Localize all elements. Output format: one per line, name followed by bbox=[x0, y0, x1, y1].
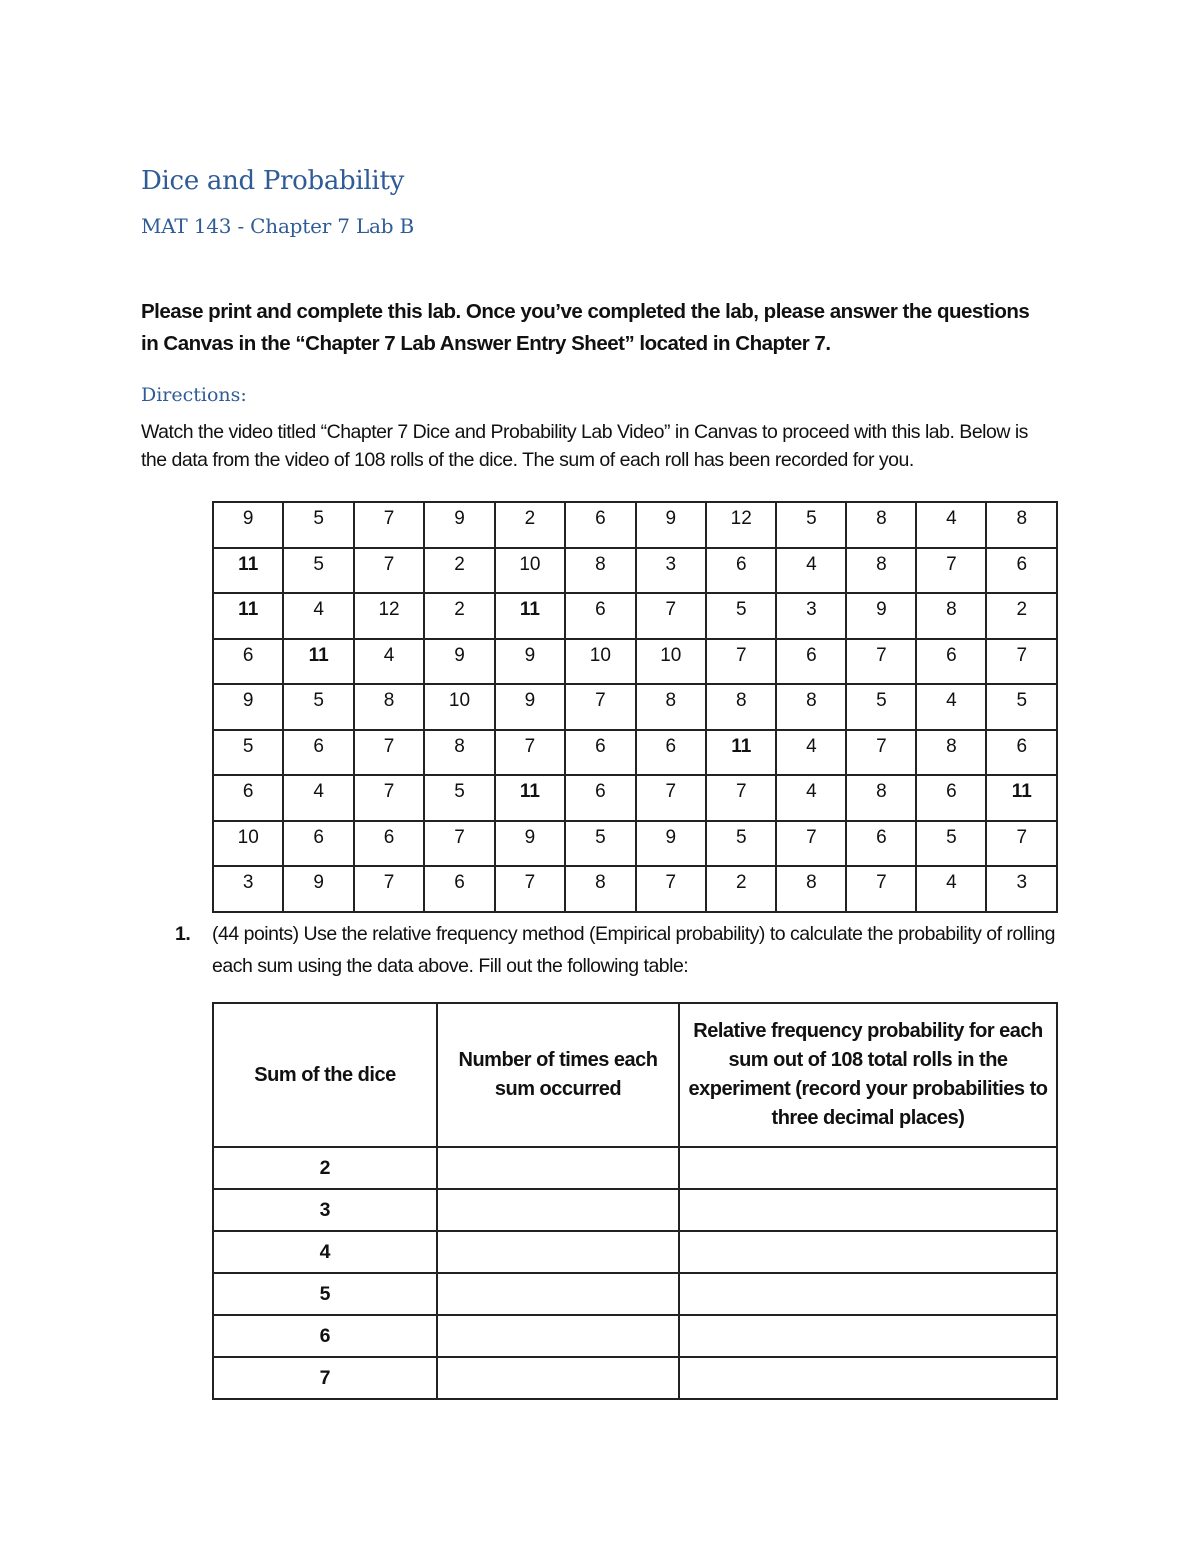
roll-cell: 6 bbox=[986, 730, 1057, 776]
roll-cell: 4 bbox=[916, 684, 986, 730]
roll-cell: 2 bbox=[706, 866, 776, 912]
roll-cell: 5 bbox=[986, 684, 1057, 730]
document-subtitle: MAT 143 - Chapter 7 Lab B bbox=[141, 214, 415, 238]
roll-cell: 5 bbox=[283, 548, 353, 594]
frequency-row bbox=[213, 1357, 1057, 1399]
roll-cell: 4 bbox=[916, 866, 986, 912]
roll-cell: 7 bbox=[354, 775, 424, 821]
roll-cell: 5 bbox=[706, 821, 776, 867]
frequency-row bbox=[213, 1147, 1057, 1189]
roll-cell: 4 bbox=[776, 730, 846, 776]
roll-cell: 11 bbox=[706, 730, 776, 776]
question-text: (44 points) Use the relative frequency method (Empirical probability) to calculate the probability of rolling each sum using the data above. Fill out the following table: bbox=[212, 923, 1055, 977]
roll-cell: 8 bbox=[846, 548, 916, 594]
roll-cell: 7 bbox=[986, 821, 1057, 867]
roll-cell: 6 bbox=[283, 730, 353, 776]
roll-cell: 9 bbox=[424, 639, 494, 685]
roll-cell: 5 bbox=[283, 502, 353, 548]
sum-cell: 2 bbox=[213, 1147, 437, 1189]
roll-cell: 5 bbox=[916, 821, 986, 867]
roll-cell: 7 bbox=[636, 866, 706, 912]
roll-cell: 7 bbox=[354, 502, 424, 548]
roll-cell: 9 bbox=[495, 821, 565, 867]
roll-row bbox=[213, 821, 1057, 867]
roll-cell: 6 bbox=[706, 548, 776, 594]
roll-cell: 6 bbox=[565, 502, 635, 548]
roll-cell: 4 bbox=[354, 639, 424, 685]
probability-cell[interactable] bbox=[679, 1189, 1057, 1231]
roll-cell: 4 bbox=[283, 775, 353, 821]
roll-cell: 2 bbox=[424, 548, 494, 594]
roll-cell: 7 bbox=[636, 593, 706, 639]
roll-cell: 7 bbox=[706, 775, 776, 821]
count-cell[interactable] bbox=[437, 1147, 679, 1189]
roll-cell: 6 bbox=[565, 593, 635, 639]
roll-cell: 4 bbox=[776, 775, 846, 821]
roll-cell: 2 bbox=[986, 593, 1057, 639]
roll-cell: 8 bbox=[706, 684, 776, 730]
roll-cell: 8 bbox=[846, 502, 916, 548]
roll-cell: 10 bbox=[495, 548, 565, 594]
roll-cell: 6 bbox=[776, 639, 846, 685]
roll-cell: 7 bbox=[354, 548, 424, 594]
roll-cell: 3 bbox=[986, 866, 1057, 912]
roll-cell: 8 bbox=[916, 593, 986, 639]
roll-cell: 9 bbox=[424, 502, 494, 548]
roll-cell: 8 bbox=[846, 775, 916, 821]
directions-heading: Directions: bbox=[141, 384, 247, 406]
roll-cell: 7 bbox=[846, 866, 916, 912]
roll-cell: 6 bbox=[986, 548, 1057, 594]
question-1 bbox=[175, 918, 1055, 982]
roll-cell: 7 bbox=[916, 548, 986, 594]
roll-cell: 7 bbox=[565, 684, 635, 730]
intro-instructions: Please print and complete this lab. Once you’ve completed the lab, please answer the questions in Canvas in the “Chapter 7 Lab Answer Entry Sheet” located in Chapter 7. bbox=[141, 300, 1030, 355]
question-number: 1. bbox=[175, 923, 191, 945]
roll-cell: 6 bbox=[636, 730, 706, 776]
roll-cell: 5 bbox=[846, 684, 916, 730]
roll-row bbox=[213, 502, 1057, 548]
roll-cell: 9 bbox=[213, 502, 283, 548]
roll-cell: 7 bbox=[354, 730, 424, 776]
roll-row bbox=[213, 684, 1057, 730]
roll-cell: 6 bbox=[424, 866, 494, 912]
roll-cell: 9 bbox=[213, 684, 283, 730]
roll-cell: 8 bbox=[565, 866, 635, 912]
roll-cell: 8 bbox=[354, 684, 424, 730]
count-cell[interactable] bbox=[437, 1357, 679, 1399]
roll-cell: 12 bbox=[354, 593, 424, 639]
roll-cell: 9 bbox=[495, 684, 565, 730]
frequency-row bbox=[213, 1315, 1057, 1357]
roll-cell: 8 bbox=[986, 502, 1057, 548]
roll-cell: 9 bbox=[495, 639, 565, 685]
count-cell[interactable] bbox=[437, 1273, 679, 1315]
roll-cell: 7 bbox=[495, 730, 565, 776]
roll-cell: 3 bbox=[636, 548, 706, 594]
header-sum: Sum of the dice bbox=[213, 1003, 437, 1147]
roll-cell: 4 bbox=[283, 593, 353, 639]
roll-cell: 10 bbox=[565, 639, 635, 685]
roll-cell: 2 bbox=[424, 593, 494, 639]
roll-cell: 6 bbox=[283, 821, 353, 867]
roll-cell: 10 bbox=[424, 684, 494, 730]
roll-cell: 4 bbox=[776, 548, 846, 594]
roll-cell: 5 bbox=[424, 775, 494, 821]
roll-cell: 8 bbox=[424, 730, 494, 776]
roll-cell: 8 bbox=[776, 866, 846, 912]
roll-cell: 6 bbox=[565, 730, 635, 776]
roll-row bbox=[213, 866, 1057, 912]
probability-cell[interactable] bbox=[679, 1273, 1057, 1315]
probability-cell[interactable] bbox=[679, 1147, 1057, 1189]
roll-cell: 6 bbox=[916, 639, 986, 685]
probability-cell[interactable] bbox=[679, 1357, 1057, 1399]
frequency-row bbox=[213, 1189, 1057, 1231]
roll-cell: 8 bbox=[636, 684, 706, 730]
roll-cell: 7 bbox=[636, 775, 706, 821]
roll-cell: 9 bbox=[636, 502, 706, 548]
roll-cell: 6 bbox=[354, 821, 424, 867]
document-title: Dice and Probability bbox=[141, 166, 404, 196]
roll-cell: 10 bbox=[213, 821, 283, 867]
roll-cell: 9 bbox=[846, 593, 916, 639]
roll-cell: 7 bbox=[424, 821, 494, 867]
roll-cell: 8 bbox=[565, 548, 635, 594]
count-cell[interactable] bbox=[437, 1315, 679, 1357]
header-count: Number of times each sum occurred bbox=[437, 1003, 679, 1147]
roll-cell: 11 bbox=[495, 775, 565, 821]
sum-cell: 7 bbox=[213, 1357, 437, 1399]
roll-cell: 3 bbox=[213, 866, 283, 912]
roll-cell: 11 bbox=[213, 593, 283, 639]
roll-cell: 6 bbox=[846, 821, 916, 867]
roll-cell: 8 bbox=[776, 684, 846, 730]
roll-cell: 5 bbox=[706, 593, 776, 639]
roll-cell: 6 bbox=[213, 775, 283, 821]
roll-cell: 7 bbox=[495, 866, 565, 912]
roll-cell: 2 bbox=[495, 502, 565, 548]
roll-cell: 7 bbox=[846, 730, 916, 776]
roll-cell: 9 bbox=[283, 866, 353, 912]
roll-row bbox=[213, 593, 1057, 639]
frequency-table bbox=[212, 1002, 1058, 1400]
roll-data-table bbox=[212, 501, 1058, 913]
header-probability: Relative frequency probability for each sum out of 108 total rolls in the experiment (record your probabilities to three decimal places) bbox=[679, 1003, 1057, 1147]
roll-cell: 11 bbox=[495, 593, 565, 639]
roll-cell: 6 bbox=[213, 639, 283, 685]
roll-row bbox=[213, 548, 1057, 594]
roll-cell: 5 bbox=[283, 684, 353, 730]
roll-cell: 9 bbox=[636, 821, 706, 867]
sum-cell: 6 bbox=[213, 1315, 437, 1357]
roll-cell: 7 bbox=[706, 639, 776, 685]
roll-cell: 11 bbox=[213, 548, 283, 594]
count-cell[interactable] bbox=[437, 1189, 679, 1231]
roll-cell: 7 bbox=[846, 639, 916, 685]
roll-cell: 12 bbox=[706, 502, 776, 548]
roll-cell: 4 bbox=[916, 502, 986, 548]
roll-row bbox=[213, 639, 1057, 685]
count-cell[interactable] bbox=[437, 1231, 679, 1273]
directions-text: Watch the video titled “Chapter 7 Dice and Probability Lab Video” in Canvas to proceed with this lab. Below is the data from the video of 108 rolls of the dice. The sum of each roll has been recorded for you. bbox=[141, 421, 1028, 471]
roll-cell: 7 bbox=[776, 821, 846, 867]
frequency-row bbox=[213, 1273, 1057, 1315]
roll-row bbox=[213, 730, 1057, 776]
roll-cell: 7 bbox=[986, 639, 1057, 685]
frequency-table-header bbox=[213, 1003, 1057, 1147]
probability-cell[interactable] bbox=[679, 1231, 1057, 1273]
roll-cell: 11 bbox=[283, 639, 353, 685]
roll-cell: 8 bbox=[916, 730, 986, 776]
roll-cell: 5 bbox=[776, 502, 846, 548]
frequency-row bbox=[213, 1231, 1057, 1273]
roll-cell: 7 bbox=[354, 866, 424, 912]
roll-cell: 3 bbox=[776, 593, 846, 639]
sum-cell: 3 bbox=[213, 1189, 437, 1231]
roll-cell: 6 bbox=[565, 775, 635, 821]
roll-cell: 6 bbox=[916, 775, 986, 821]
sum-cell: 5 bbox=[213, 1273, 437, 1315]
roll-cell: 11 bbox=[986, 775, 1057, 821]
roll-cell: 5 bbox=[565, 821, 635, 867]
sum-cell: 4 bbox=[213, 1231, 437, 1273]
roll-cell: 5 bbox=[213, 730, 283, 776]
roll-cell: 10 bbox=[636, 639, 706, 685]
probability-cell[interactable] bbox=[679, 1315, 1057, 1357]
roll-row bbox=[213, 775, 1057, 821]
